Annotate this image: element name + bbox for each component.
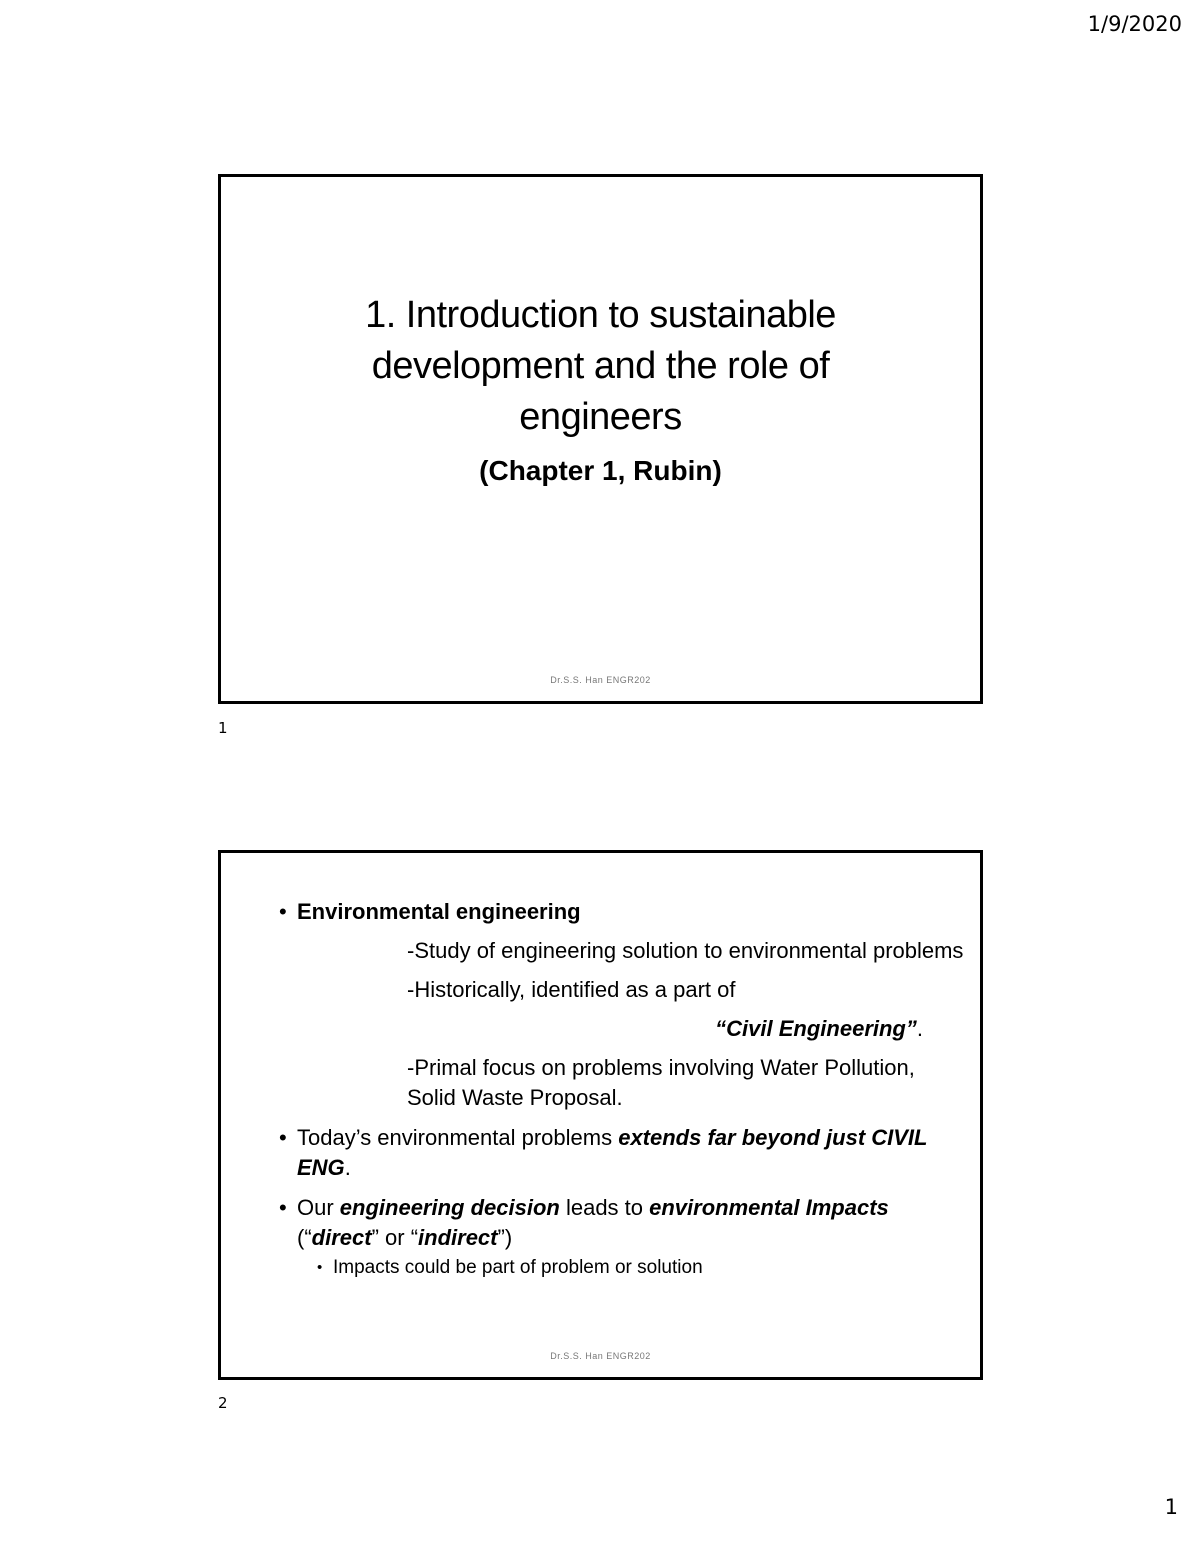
emphasis-text: engineering decision xyxy=(339,1195,560,1220)
title-line-3: engineers xyxy=(519,396,682,438)
bullet-icon: • xyxy=(279,899,287,924)
page-number: 1 xyxy=(1164,1495,1178,1519)
bullet-text xyxy=(297,1193,950,1253)
bullet-todays-problems xyxy=(279,1123,950,1183)
slide-1-title xyxy=(261,290,940,487)
slide-2-number: 2 xyxy=(218,1394,228,1412)
slide-1-footer: Dr.S.S. Han ENGR202 xyxy=(550,675,651,685)
bullet-icon: • xyxy=(279,1195,287,1220)
text-part: Our xyxy=(297,1195,340,1220)
sub-bullet-text: Impacts could be part of problem or solution xyxy=(333,1257,703,1278)
title-line-1: 1. Introduction to sustainable xyxy=(365,294,836,336)
page-date: 1/9/2020 xyxy=(1087,12,1182,36)
slide-1 xyxy=(218,174,983,704)
civil-engineering-period: . xyxy=(916,1016,923,1041)
text-part: Today’s environmental problems xyxy=(297,1125,619,1150)
text-part: (“ xyxy=(297,1225,312,1250)
text-part: leads to xyxy=(559,1195,650,1220)
emphasis-text: direct xyxy=(311,1225,372,1250)
text-part: ” or “ xyxy=(371,1225,419,1250)
text-part: . xyxy=(344,1155,351,1180)
sub-line-study: -Study of engineering solution to environmental problems xyxy=(407,938,964,963)
slide-2 xyxy=(218,850,983,1380)
slide-2-footer: Dr.S.S. Han ENGR202 xyxy=(550,1351,651,1361)
text-part: ”) xyxy=(497,1225,513,1250)
sub-line-historically: -Historically, identified as a part of xyxy=(407,977,736,1002)
emphasis-text: environmental Impacts xyxy=(649,1195,889,1220)
bullet-engineering-decision xyxy=(279,1193,950,1253)
sub-bullet-impacts xyxy=(317,1255,950,1281)
emphasis-text: extends far beyond just CIVIL ENG xyxy=(297,1125,928,1180)
sub-line-primal-focus: -Primal focus on problems involving Water Pollution, Solid Waste Proposal. xyxy=(407,1055,915,1110)
bullet-icon: • xyxy=(317,1259,323,1276)
title-line-2: development and the role of xyxy=(371,345,830,387)
emphasis-text: indirect xyxy=(418,1225,498,1250)
slide-2-content xyxy=(279,897,964,1281)
bullet-text xyxy=(297,1123,950,1183)
civil-engineering-emphasis: “Civil Engineering” xyxy=(715,1016,917,1041)
bullet-environmental-engineering xyxy=(279,897,950,927)
civil-engineering-line xyxy=(279,1014,923,1044)
slide-1-subtitle: (Chapter 1, Rubin) xyxy=(479,455,722,486)
bullet-heading: Environmental engineering xyxy=(297,899,581,924)
slide-1-number: 1 xyxy=(218,719,228,737)
bullet-icon: • xyxy=(279,1125,287,1150)
